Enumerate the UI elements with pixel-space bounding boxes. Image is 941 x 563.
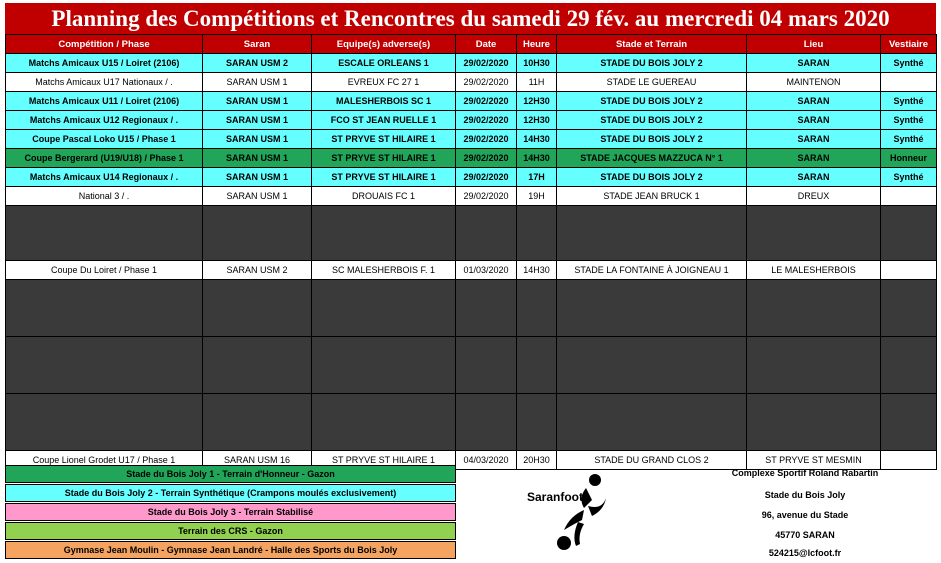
page-title: Planning des Compétitions et Rencontres du samedi 29 fév. au mercredi 04 mars 2020 (5, 3, 936, 34)
table-cell: Synthé (881, 111, 937, 130)
table-cell: 04/03/2020 (456, 451, 517, 470)
table-cell: STADE DU GRAND CLOS 2 (557, 451, 747, 470)
table-cell: STADE LE GUEREAU (557, 73, 747, 92)
table-row (6, 92, 937, 111)
table-cell: Synthé (881, 168, 937, 187)
table-cell: Matchs Amicaux U14 Regionaux / . (6, 168, 203, 187)
table-cell: SARAN USM 1 (203, 168, 312, 187)
table-cell: SC MALESHERBOIS F. 1 (312, 261, 456, 280)
table-cell (6, 206, 203, 261)
table-cell: National 3 / . (6, 187, 203, 206)
table-cell: MALESHERBOIS SC 1 (312, 92, 456, 111)
table-cell: LE MALESHERBOIS (747, 261, 881, 280)
empty-row (6, 206, 937, 261)
table-row (6, 187, 937, 206)
table-cell: 12H30 (517, 111, 557, 130)
legend-item: Stade du Bois Joly 1 - Terrain d'Honneur - Gazon (5, 465, 456, 483)
column-header: Compétition / Phase (6, 35, 203, 54)
table-cell: SARAN USM 1 (203, 187, 312, 206)
table-cell: 01/03/2020 (456, 261, 517, 280)
table-cell (747, 394, 881, 451)
table-cell: STADE DU BOIS JOLY 2 (557, 168, 747, 187)
column-header: Date (456, 35, 517, 54)
table-cell: EVREUX FC 27 1 (312, 73, 456, 92)
table-cell: 14H30 (517, 149, 557, 168)
table-cell (881, 451, 937, 470)
table-cell: SARAN (747, 111, 881, 130)
table-cell: Coupe Pascal Loko U15 / Phase 1 (6, 130, 203, 149)
logo-text: Saranfoot (527, 490, 584, 504)
table-cell (456, 206, 517, 261)
planning-table (5, 34, 937, 470)
table-cell: DROUAIS FC 1 (312, 187, 456, 206)
table-cell: ST PRYVE ST MESMIN (747, 451, 881, 470)
table-cell: DREUX (747, 187, 881, 206)
footballer-icon (520, 470, 620, 558)
table-row (6, 149, 937, 168)
table-cell: 12H30 (517, 92, 557, 111)
table-cell: 11H (517, 73, 557, 92)
table-cell (456, 394, 517, 451)
table-cell (203, 280, 312, 337)
table-cell: Coupe Bergerard (U19/U18) / Phase 1 (6, 149, 203, 168)
saranfoot-logo (520, 470, 620, 558)
table-cell (881, 280, 937, 337)
table-cell (881, 187, 937, 206)
table-cell: 19H (517, 187, 557, 206)
column-header: Equipe(s) adverse(s) (312, 35, 456, 54)
table-cell (312, 280, 456, 337)
table-cell (557, 280, 747, 337)
table-cell (881, 206, 937, 261)
table-cell (881, 261, 937, 280)
legend-item: Stade du Bois Joly 2 - Terrain Synthétique (Crampons moulés exclusivement) (5, 484, 456, 502)
table-cell (203, 206, 312, 261)
table-cell: SARAN USM 1 (203, 149, 312, 168)
table-cell (881, 337, 937, 394)
column-header: Heure (517, 35, 557, 54)
table-cell (312, 206, 456, 261)
table-cell: STADE DU BOIS JOLY 2 (557, 92, 747, 111)
table-cell (557, 394, 747, 451)
table-cell: STADE DU BOIS JOLY 2 (557, 111, 747, 130)
table-cell (747, 206, 881, 261)
table-cell: ESCALE ORLEANS 1 (312, 54, 456, 73)
table-cell: 29/02/2020 (456, 73, 517, 92)
table-cell: Matchs Amicaux U15 / Loiret (2106) (6, 54, 203, 73)
column-header: Saran (203, 35, 312, 54)
table-cell (557, 206, 747, 261)
table-cell: ST PRYVE ST HILAIRE 1 (312, 130, 456, 149)
table-cell: 17H (517, 168, 557, 187)
table-cell: SARAN (747, 92, 881, 111)
table-cell: 14H30 (517, 130, 557, 149)
table-cell: MAINTENON (747, 73, 881, 92)
table-cell: STADE DU BOIS JOLY 2 (557, 54, 747, 73)
table-cell (312, 337, 456, 394)
table-row (6, 111, 937, 130)
table-cell (517, 206, 557, 261)
table-cell (203, 337, 312, 394)
table-cell: STADE LA FONTAINE À JOIGNEAU 1 (557, 261, 747, 280)
table-cell: Honneur (881, 149, 937, 168)
contact-line: 96, avenue du Stade (761, 510, 849, 520)
table-cell (312, 394, 456, 451)
table-cell: 29/02/2020 (456, 92, 517, 111)
table-row (6, 168, 937, 187)
table-cell (203, 394, 312, 451)
empty-row (6, 280, 937, 337)
table-row (6, 261, 937, 280)
table-cell: 29/02/2020 (456, 149, 517, 168)
table-cell (6, 394, 203, 451)
table-cell (747, 337, 881, 394)
table-cell: Coupe Du Loiret / Phase 1 (6, 261, 203, 280)
table-cell: SARAN USM 2 (203, 261, 312, 280)
column-header: Vestiaire (881, 35, 937, 54)
table-cell (456, 280, 517, 337)
table-header-row (6, 35, 937, 54)
empty-row (6, 337, 937, 394)
table-cell: ST PRYVE ST HILAIRE 1 (312, 149, 456, 168)
table-cell: 20H30 (517, 451, 557, 470)
table-cell: 29/02/2020 (456, 187, 517, 206)
table-cell: STADE JACQUES MAZZUCA N° 1 (557, 149, 747, 168)
legend-item: Terrain des CRS - Gazon (5, 522, 456, 540)
empty-row (6, 394, 937, 451)
table-cell (881, 394, 937, 451)
table-cell: SARAN (747, 168, 881, 187)
table-cell: SARAN USM 1 (203, 130, 312, 149)
table-cell: ST PRYVE ST HILAIRE 1 (312, 451, 456, 470)
table-cell: SARAN (747, 130, 881, 149)
legend-item: Stade du Bois Joly 3 - Terrain Stabilisé (5, 503, 456, 521)
table-cell: FCO ST JEAN RUELLE 1 (312, 111, 456, 130)
table-cell: 29/02/2020 (456, 130, 517, 149)
table-cell: 29/02/2020 (456, 168, 517, 187)
table-cell (557, 337, 747, 394)
column-header: Stade et Terrain (557, 35, 747, 54)
contact-line: 45770 SARAN (775, 530, 835, 540)
table-cell: Synthé (881, 54, 937, 73)
contact-line: 524215@lcfoot.fr (768, 548, 842, 558)
table-cell: STADE JEAN BRUCK 1 (557, 187, 747, 206)
table-cell: SARAN USM 16 (203, 451, 312, 470)
table-cell (517, 280, 557, 337)
table-cell: SARAN (747, 54, 881, 73)
table-cell: STADE DU BOIS JOLY 2 (557, 130, 747, 149)
legend-item: Gymnase Jean Moulin - Gymnase Jean Landré - Halle des Sports du Bois Joly (5, 541, 456, 559)
table-cell: Synthé (881, 130, 937, 149)
table-cell: Matchs Amicaux U12 Regionaux / . (6, 111, 203, 130)
table-cell: 10H30 (517, 54, 557, 73)
table-cell (456, 337, 517, 394)
table-row (6, 54, 937, 73)
table-cell: SARAN (747, 149, 881, 168)
contact-line: Complexe Sportif Roland Rabartin (731, 468, 879, 478)
table-cell: 29/02/2020 (456, 54, 517, 73)
column-header: Lieu (747, 35, 881, 54)
table-row (6, 73, 937, 92)
table-cell: 14H30 (517, 261, 557, 280)
table-cell (517, 337, 557, 394)
table-cell: SARAN USM 1 (203, 111, 312, 130)
table-cell: ST PRYVE ST HILAIRE 1 (312, 168, 456, 187)
table-row (6, 130, 937, 149)
contact-line: Stade du Bois Joly (764, 490, 846, 500)
table-cell: Matchs Amicaux U17 Nationaux / . (6, 73, 203, 92)
table-cell: SARAN USM 1 (203, 73, 312, 92)
table-cell: SARAN USM 2 (203, 54, 312, 73)
table-cell: Matchs Amicaux U11 / Loiret (2106) (6, 92, 203, 111)
table-cell (6, 280, 203, 337)
table-cell: Synthé (881, 92, 937, 111)
table-cell (881, 73, 937, 92)
table-cell: SARAN USM 1 (203, 92, 312, 111)
table-cell: Coupe Lionel Grodet U17 / Phase 1 (6, 451, 203, 470)
table-cell (517, 394, 557, 451)
table-cell (6, 337, 203, 394)
table-cell: 29/02/2020 (456, 111, 517, 130)
table-cell (747, 280, 881, 337)
